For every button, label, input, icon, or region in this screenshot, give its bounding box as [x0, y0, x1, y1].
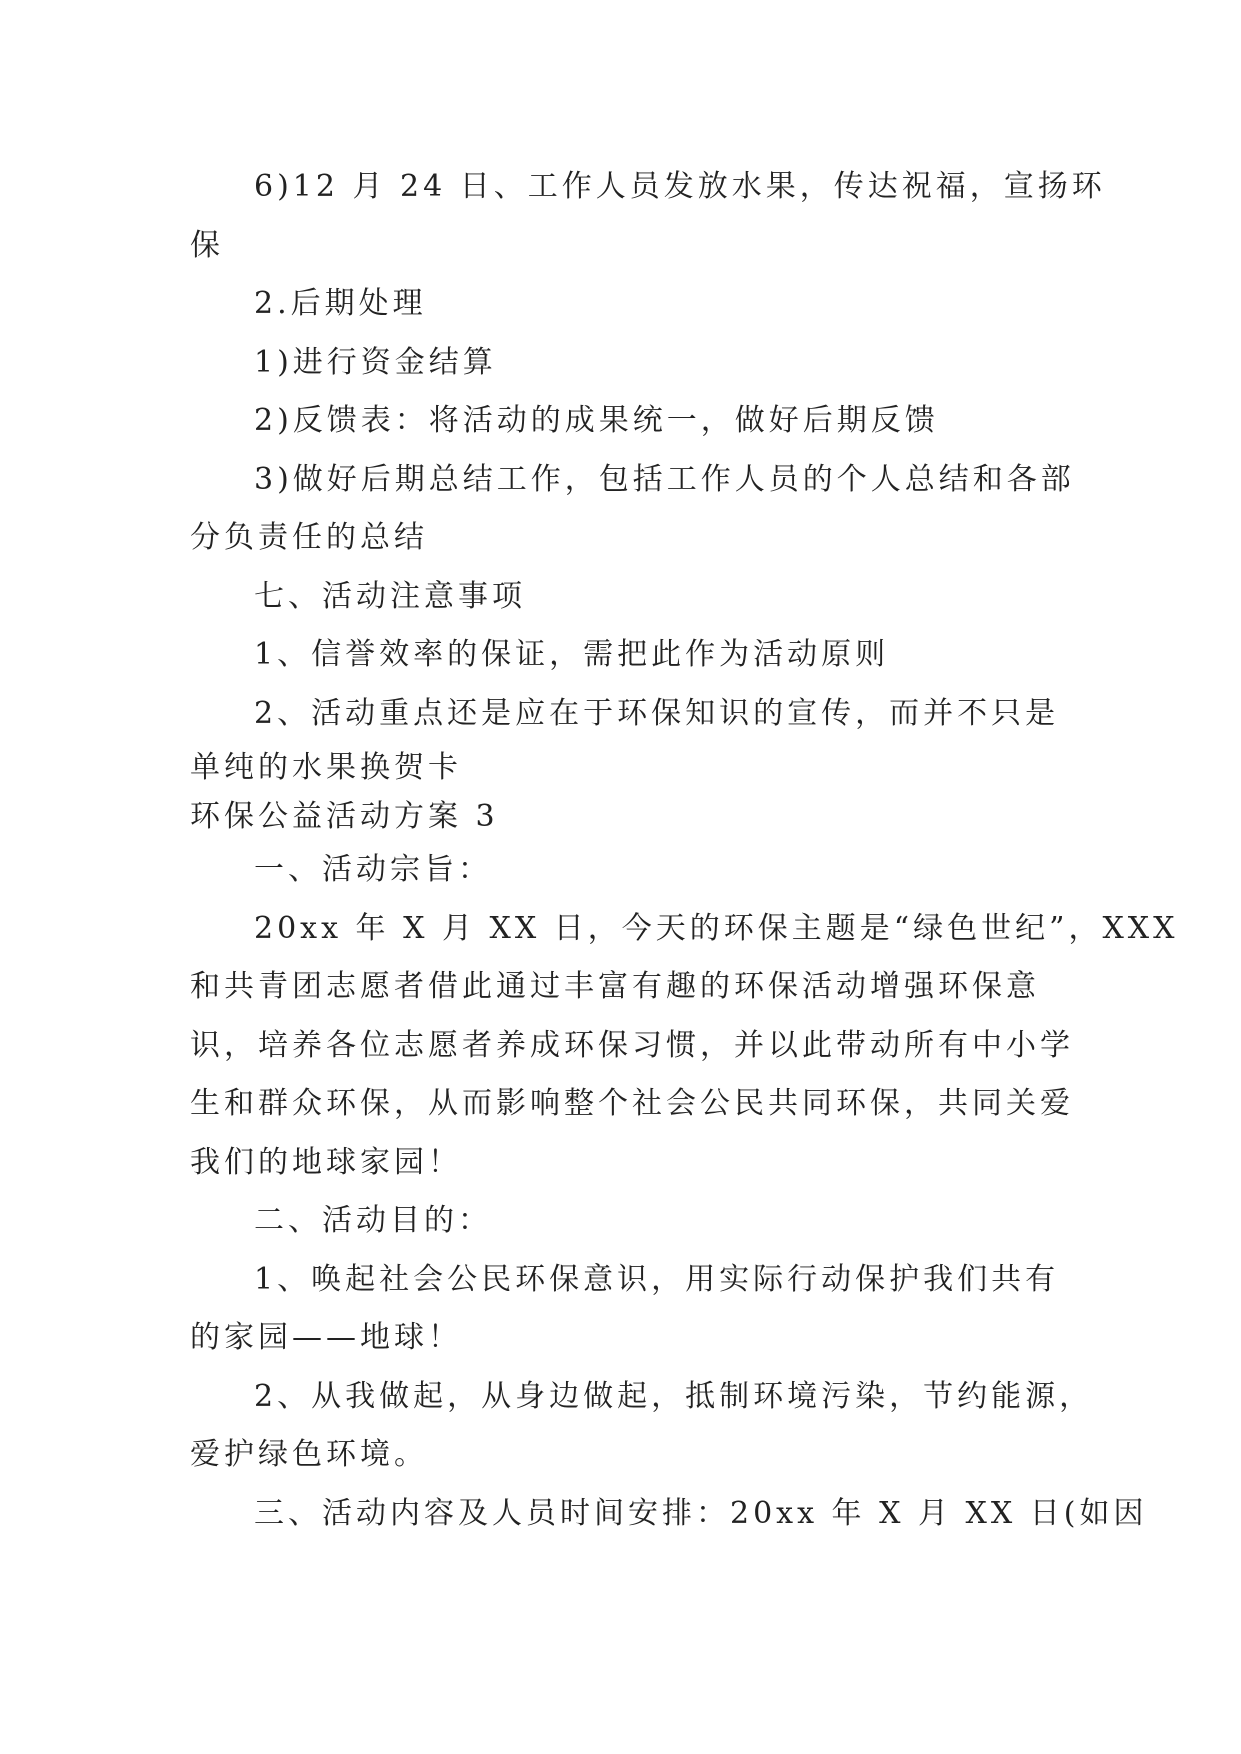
section-heading: 一、活动宗旨： — [254, 852, 492, 887]
paragraph-line: 我们的地球家园！ — [190, 1144, 462, 1180]
paragraph-line: 2、从我做起，从身边做起，抵制环境污染，节约能源， — [254, 1378, 1094, 1414]
document-title: 环保公益活动方案 3 — [190, 799, 499, 834]
document-body — [190, 158, 1179, 1543]
paragraph-line: 2)反馈表：将活动的成果统一，做好后期反馈 — [254, 403, 939, 438]
paragraph-line: 的家园——地球！ — [190, 1320, 462, 1355]
section-heading: 2.后期处理 — [254, 286, 427, 321]
paragraph-line: 和共青团志愿者借此通过丰富有趣的环保活动增强环保意 — [190, 969, 1040, 1004]
paragraph-line: 1、唤起社会公民环保意识，用实际行动保护我们共有 — [254, 1261, 1060, 1297]
section-heading: 七、活动注意事项 — [254, 578, 526, 614]
paragraph-line: 3)做好后期总结工作，包括工作人员的个人总结和各部 — [254, 461, 1075, 497]
paragraph-line: 爱护绿色环境。 — [190, 1437, 428, 1472]
paragraph-line: 1、信誉效率的保证，需把此作为活动原则 — [254, 637, 890, 672]
paragraph-line: 保 — [190, 227, 224, 263]
section-heading: 三、活动内容及人员时间安排：20xx 年 X 月 XX 日(如因 — [254, 1495, 1148, 1531]
paragraph-line: 生和群众环保，从而影响整个社会公民共同环保，共同关爱 — [190, 1086, 1074, 1121]
paragraph-line: 分负责任的总结 — [190, 520, 428, 555]
paragraph-line: 识，培养各位志愿者养成环保习惯，并以此带动所有中小学 — [190, 1027, 1074, 1063]
paragraph-line: 单纯的水果换贺卡 — [190, 750, 462, 785]
paragraph-line: 20xx 年 X 月 XX 日，今天的环保主题是“绿色世纪”，XXX — [254, 910, 1179, 946]
section-heading: 二、活动目的： — [254, 1203, 492, 1238]
paragraph-line: 2、活动重点还是应在于环保知识的宣传，而并不只是 — [254, 695, 1060, 731]
paragraph-line: 1)进行资金结算 — [254, 344, 497, 380]
paragraph-line: 6)12 月 24 日、工作人员发放水果，传达祝福，宣扬环 — [254, 169, 1106, 204]
